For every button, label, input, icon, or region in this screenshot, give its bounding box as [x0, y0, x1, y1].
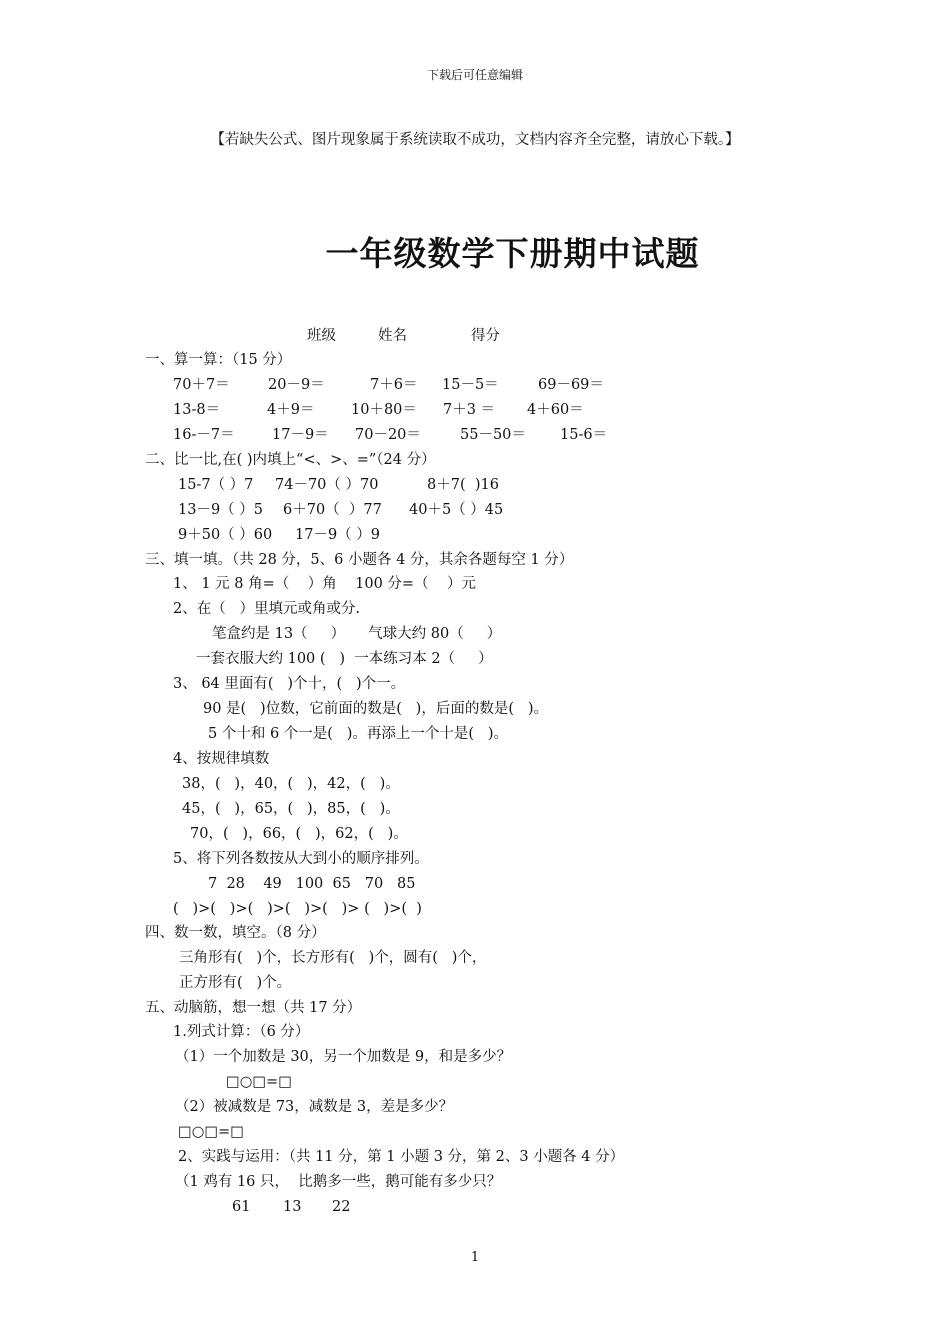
- exercise-item: 4＋60＝: [527, 402, 584, 418]
- exercise-item: 17－9（ ）9: [295, 527, 381, 543]
- exercise-item: 69－69＝: [538, 377, 604, 393]
- exercise-item: 13-8＝: [173, 402, 221, 418]
- question-line: 1、 1 元 8 角=（ ）角 100 分=（ ）元: [173, 576, 477, 592]
- question-line: 5、将下列各数按从大到小的顺序排列。: [173, 851, 429, 867]
- exercise-item: 40＋5（ ）45: [409, 502, 504, 518]
- question-line: 正方形有( )个。: [179, 975, 292, 991]
- section-heading: 二、比一比,在( )内填上“<、>、=”（24 分）: [145, 452, 436, 468]
- exercise-item: 7＋3 ＝: [443, 402, 496, 418]
- section-heading: 四、数一数，填空。（8 分）: [145, 925, 326, 941]
- exercise-item: 20－9＝: [268, 377, 325, 393]
- page-header: 下载后可任意编辑: [426, 68, 523, 82]
- question-line: 3、 64 里面有( )个十，( )个一。: [173, 676, 406, 692]
- question-line: 38，( )，40，( )，42，( )。: [182, 776, 400, 792]
- exercise-item: 70＋7＝: [173, 377, 230, 393]
- exercise-item: 16-－7＝: [173, 427, 235, 443]
- question-line: 45，( )，65，( )，85，( )。: [182, 801, 400, 817]
- class-label: 班级: [307, 328, 336, 344]
- section-heading: 一、算一算：（15 分）: [145, 352, 292, 368]
- page-title: 一年级数学下册期中试题: [325, 234, 700, 273]
- score-label: 得分: [471, 328, 500, 344]
- name-label: 姓名: [378, 328, 407, 344]
- option-value: 22: [332, 1199, 351, 1215]
- question-line: （1 鸡有 16 只， 比鹅多一些，鹅可能有多少只？: [175, 1174, 502, 1190]
- question-line: 2、实践与运用：（共 11 分，第 1 小题 3 分，第 2、3 小题各 4 分）: [178, 1149, 625, 1165]
- question-line: 70，( )，66，( )，62，( )。: [190, 826, 408, 842]
- exercise-item: 15-6＝: [560, 427, 608, 443]
- question-line: 笔盒约是 13（ ） 气球大约 80（ ）: [212, 626, 502, 642]
- question-line: ( )>( )>( )>( )>( )> ( )>( ): [173, 901, 422, 917]
- exercise-item: 4＋9＝: [267, 402, 315, 418]
- question-line: 2、在（ ）里填元或角或分.: [173, 601, 361, 617]
- exercise-item: 17－9＝: [272, 427, 329, 443]
- exercise-item: 6＋70（ ）77: [283, 502, 382, 518]
- page-number: 1: [470, 1250, 480, 1265]
- question-line: 三角形有( )个，长方形有( )个，圆有( )个，: [179, 950, 487, 966]
- equation-boxes: □○□=□: [178, 1124, 244, 1140]
- exercise-item: 15-7（ ）7: [178, 477, 254, 493]
- exercise-item: 74－70（ ）70: [275, 477, 379, 493]
- question-line: 7 28 49 100 65 70 85: [208, 876, 416, 892]
- question-line: （1）一个加数是 30，另一个加数是 9，和是多少？: [175, 1049, 512, 1065]
- exercise-item: 15－5＝: [442, 377, 499, 393]
- section-heading: 三、填一填。（共 28 分，5、6 小题各 4 分，其余各题每空 1 分）: [145, 552, 574, 568]
- question-line: （2）被减数是 73，减数是 3，差是多少？: [175, 1099, 454, 1115]
- equation-boxes: □○□=□: [226, 1074, 292, 1090]
- exercise-item: 70－20＝: [355, 427, 421, 443]
- option-value: 61: [232, 1199, 251, 1215]
- question-line: 5 个十和 6 个一是( )。再添上一个十是( )。: [208, 726, 509, 742]
- exercise-item: 13－9（ ）5: [178, 502, 264, 518]
- question-line: 90 是( )位数，它前面的数是( )，后面的数是( )。: [203, 701, 548, 717]
- exercise-item: 9＋50（ ）60: [178, 527, 273, 543]
- exercise-item: 7＋6＝: [370, 377, 418, 393]
- exercise-item: 8＋7( )16: [427, 477, 499, 493]
- download-notice: 【若缺失公式、图片现象属于系统读取不成功，文档内容齐全完整，请放心下载。】: [210, 132, 740, 148]
- section-heading: 五、动脑筋，想一想（共 17 分）: [145, 1000, 362, 1016]
- question-line: 1.列式计算：（6 分）: [173, 1024, 310, 1040]
- question-line: 一套衣服大约 100 ( ) 一本练习本 2（ ）: [196, 651, 493, 667]
- exercise-item: 10＋80＝: [351, 402, 417, 418]
- question-line: 4、按规律填数: [173, 751, 270, 767]
- option-value: 13: [283, 1199, 302, 1215]
- exercise-item: 55－50＝: [460, 427, 526, 443]
